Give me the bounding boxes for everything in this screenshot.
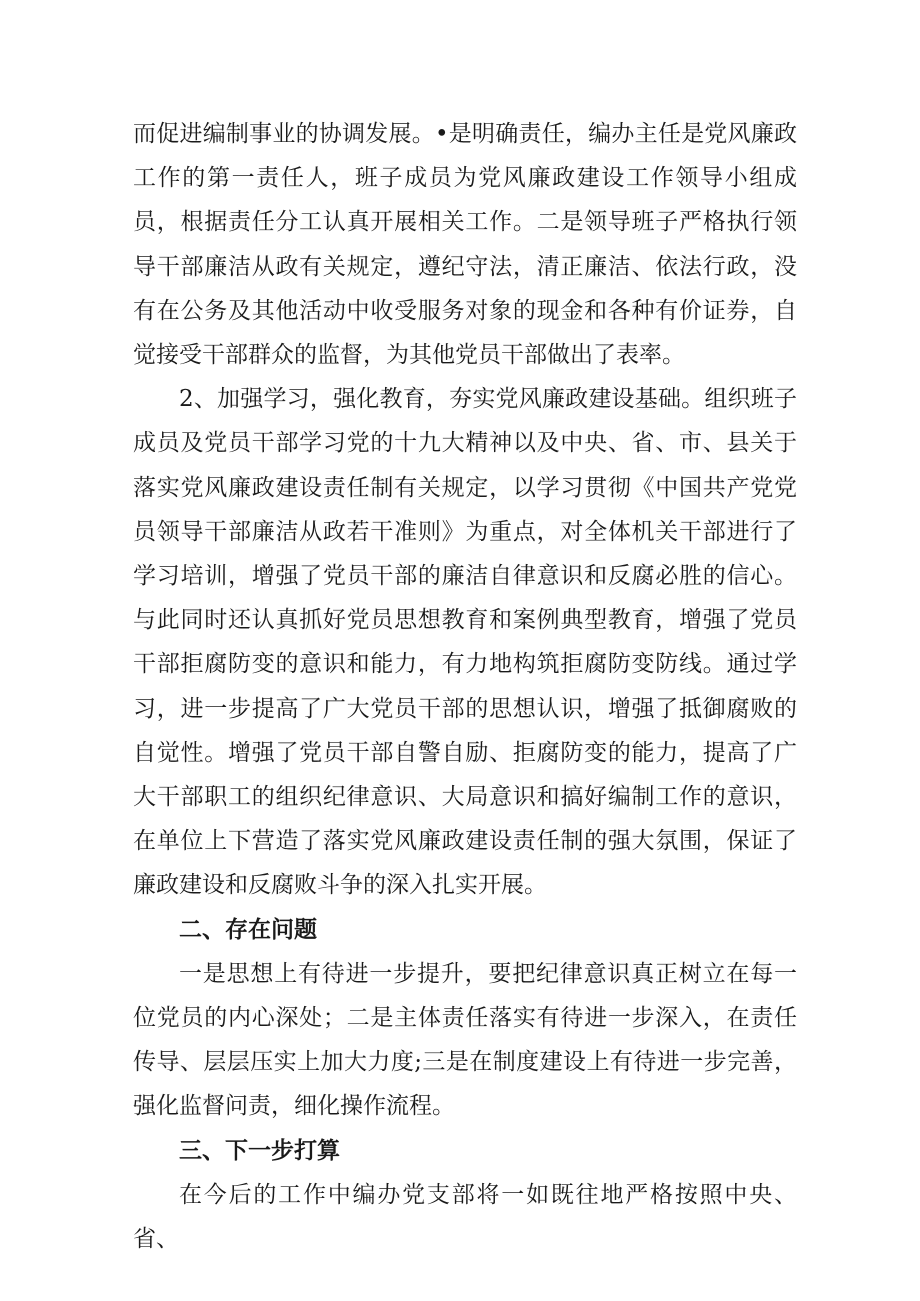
paragraph-problems: 一是思想上有待进一步提升，要把纪律意识真正树立在每一位党员的内心深处；二是主体责任落实有待进一步深入，在责任传导、层层压实上加大力度;三是在制度建设上有待进一步完善，强化监督问责，细化操作流程。 — [133, 960, 797, 1120]
document-page — [133, 112, 797, 1261]
paragraph-continuation: 而促进编制事业的协调发展。•是明确责任，编办主任是党风廉政工作的第一责任人，班子成员为党风廉政建设工作领导小组成员，根据责任分工认真开展相关工作。二是领导班子严格执行领导干部廉洁从政有关规定，遵纪守法，清正廉洁、依法行政，没有在公务及其他活动中收受服务对象的现金和各种有价证券，自觉接受干部群众的监督，为其他党员干部做出了表率。 — [133, 121, 797, 369]
section-heading-next-steps: 三、下一步打算 — [179, 1137, 340, 1164]
paragraph-next-steps: 在今后的工作中编办党支部将一如既往地严格按照中央、省、 — [133, 1181, 797, 1253]
section-heading-problems: 二、存在问题 — [179, 916, 317, 943]
paragraph-study-education: 2、加强学习，强化教育，夯实党风廉政建设基础。组织班子成员及党员干部学习党的十九大精神以及中央、省、市、县关于落实党风廉政建设责任制有关规定，以学习贯彻《中国共产党党员领导干部廉洁从政若干准则》为重点，对全体机关干部进行了学习培训，增强了党员干部的廉洁自律意识和反腐必胜的信心。与此同时还认真抓好党员思想教育和案例典型教育，增强了党员干部拒腐防变的意识和能力，有力地构筑拒腐防变防线。通过学习，进一步提高了广大党员干部的思想认识，增强了抵御腐败的自觉性。增强了党员干部自警自励、拒腐防变的能力，提高了广大干部职工的组织纪律意识、大局意识和搞好编制工作的意识，在单位上下营造了落实党风廉政建设责任制的强大氛围，保证了廉政建设和反腐败斗争的深入扎实开展。 — [133, 386, 797, 899]
